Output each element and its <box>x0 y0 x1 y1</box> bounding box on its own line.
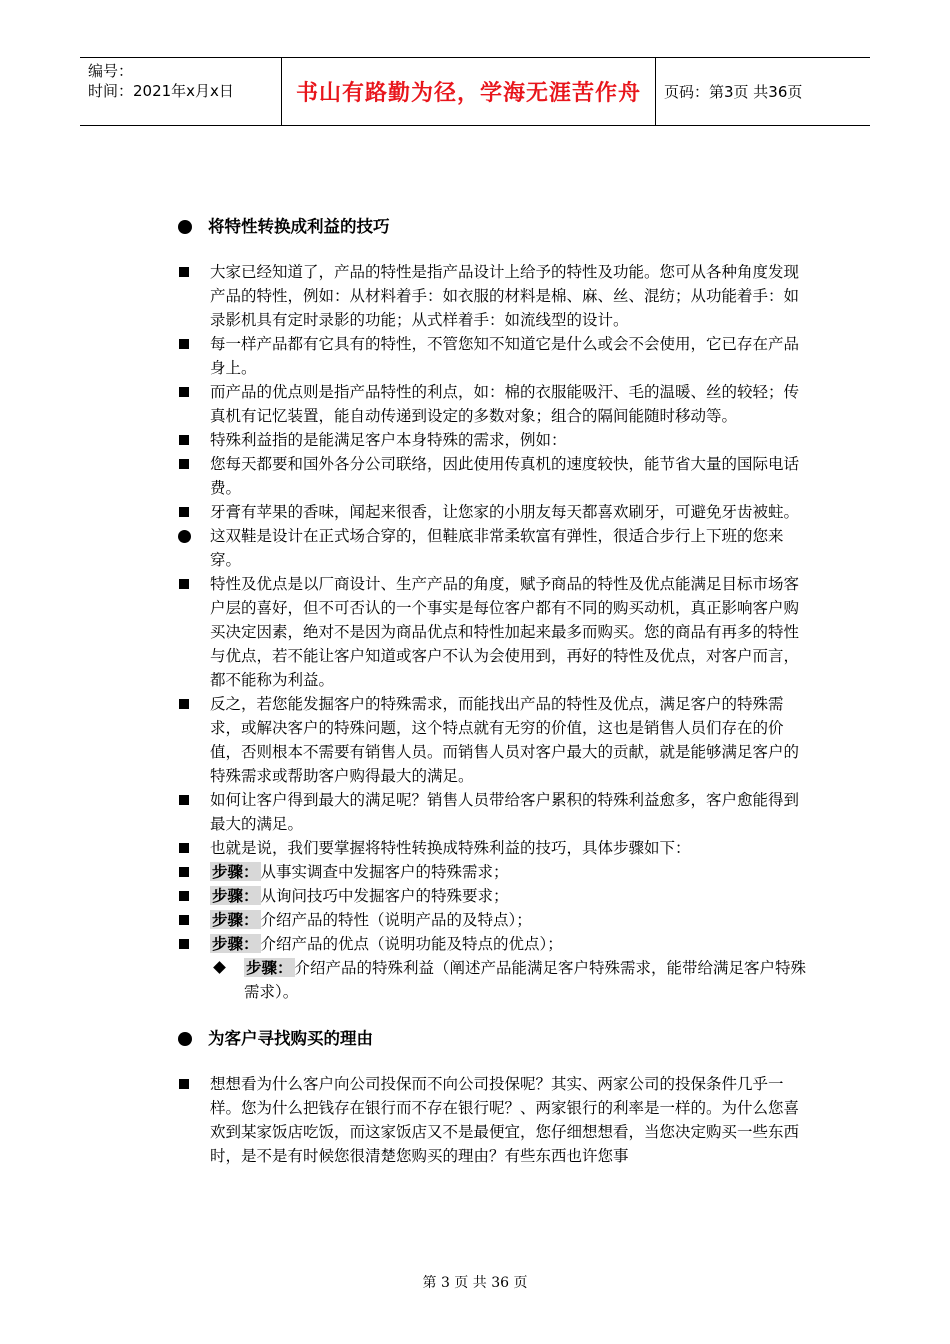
header-page-info: 页码：第3页 共36页 <box>664 83 803 101</box>
list-item-text: 您每天都要和国外各分公司联络，因此使用传真机的速度较快，能节省大量的国际电话费。 <box>210 455 800 497</box>
step-label: 步骤： <box>212 886 259 905</box>
number-label: 编号： <box>88 62 134 80</box>
section-title-text: 为客户寻找购买的理由 <box>208 1029 373 1048</box>
step-item <box>178 860 808 884</box>
header-meta <box>88 61 234 101</box>
list-item <box>178 452 808 500</box>
page-footer: 第 3 页 共 36 页 <box>422 1275 528 1291</box>
list-item <box>178 260 808 332</box>
list-item <box>178 1072 808 1168</box>
list-item <box>178 380 808 428</box>
list-item <box>178 500 808 524</box>
list-item-text: 想想看为什么客户向公司投保而不向公司投保呢？其实、两家公司的投保条件几乎一样。您为什么把钱存在银行而不存在银行呢？、两家银行的利率是一样的。为什么您喜欢到某家饭店吃饭，而这家饭店又不是最便宜，您仔细想想看，当您决定购买一些东西时，是不是有时候您很清楚您购买的理由？有些东西也许您事 <box>210 1075 800 1165</box>
list-item <box>178 788 808 836</box>
header-motto: 书山有路勤为径，学海无涯苦作舟 <box>295 81 641 106</box>
section-title <box>178 1024 808 1054</box>
header-bottom-rule <box>80 125 870 126</box>
step-label: 步骤： <box>212 862 259 881</box>
list-item-text: 反之，若您能发掘客户的特殊需求，而能找出产品的特性及优点，满足客户的特殊需求，或解决客户的特殊问题，这个特点就有无穷的价值，这也是销售人员们存在的价值，否则根本不需要有销售人员。而销售人员对客户最大的贡献，就是能够满足客户的特殊需求或帮助客户购得最大的满足。 <box>210 695 800 785</box>
step-text: 从询问技巧中发掘客户的特殊要求； <box>260 887 509 905</box>
header-top-rule <box>80 57 870 58</box>
list-item-text: 而产品的优点则是指产品特性的利点，如：棉的衣服能吸汗、毛的温暖、丝的较轻；传真机有记忆装置，能自动传递到设定的多数对象；组合的隔间能随时移动等。 <box>210 383 800 425</box>
list-item <box>178 572 808 692</box>
step-item <box>178 908 808 932</box>
list-item-text: 也就是说，我们要掌握将特性转换成特殊利益的技巧，具体步骤如下： <box>210 839 691 857</box>
bullet-dot-icon <box>178 220 192 234</box>
step-item <box>178 884 808 908</box>
list-item-text: 特殊利益指的是能满足客户本身特殊的需求，例如： <box>210 431 567 449</box>
step-label: 步骤： <box>212 934 259 953</box>
list-item <box>178 524 808 572</box>
step-item <box>178 932 808 956</box>
list-item-text: 特性及优点是以厂商设计、生产产品的角度，赋予商品的特性及优点能满足目标市场客户层的喜好，但不可否认的一个事实是每位客户都有不同的购买动机，真正影响客户购买决定因素，绝对不是因为商品优点和特性加起来最多而购买。您的商品有再多的特性与优点，若不能让客户知道或客户不认为会使用到，再好的特性及优点，对客户而言，都不能称为利益。 <box>210 575 800 689</box>
document-body <box>178 212 808 1168</box>
time-label: 时间：2021年x月x日 <box>88 82 234 100</box>
list-item-text: 每一样产品都有它具有的特性，不管您知不知道它是什么或会不会使用，它已存在产品身上。 <box>210 335 800 377</box>
step-text: 介绍产品的优点（说明功能及特点的优点）； <box>260 935 563 953</box>
list-item-text: 这双鞋是设计在正式场合穿的，但鞋底非常柔软富有弹性，很适合步行上下班的您来穿。 <box>210 527 784 569</box>
list-item-text: 大家已经知道了，产品的特性是指产品设计上给予的特性及功能。您可从各种角度发现产品的特性，例如：从材料着手：如衣服的材料是棉、麻、丝、混纺；从功能着手：如录影机具有定时录影的功能；从式样着手：如流线型的设计。 <box>210 263 800 329</box>
list-item <box>178 332 808 380</box>
step-label: 步骤： <box>246 958 293 977</box>
list-item <box>178 692 808 788</box>
section-title <box>178 212 808 242</box>
header-separator <box>655 57 656 125</box>
section-title-text: 将特性转换成利益的技巧 <box>208 217 390 236</box>
list-item-text: 牙膏有苹果的香味，闻起来很香，让您家的小朋友每天都喜欢刷牙，可避免牙齿被蛀。 <box>210 503 800 521</box>
list-item <box>178 428 808 452</box>
step-text: 从事实调查中发掘客户的特殊需求； <box>260 863 509 881</box>
step-item <box>178 956 808 1004</box>
spacer <box>178 1004 808 1024</box>
list-item-text: 如何让客户得到最大的满足呢？销售人员带给客户累积的特殊利益愈多，客户愈能得到最大的满足。 <box>210 791 800 833</box>
list-item <box>178 836 808 860</box>
step-text: 介绍产品的特殊利益（阐述产品能满足客户特殊需求，能带给满足客户特殊需求）。 <box>244 959 807 1001</box>
step-text: 介绍产品的特性（说明产品的及特点）； <box>260 911 532 929</box>
step-label: 步骤： <box>212 910 259 929</box>
bullet-dot-icon <box>178 1032 192 1046</box>
